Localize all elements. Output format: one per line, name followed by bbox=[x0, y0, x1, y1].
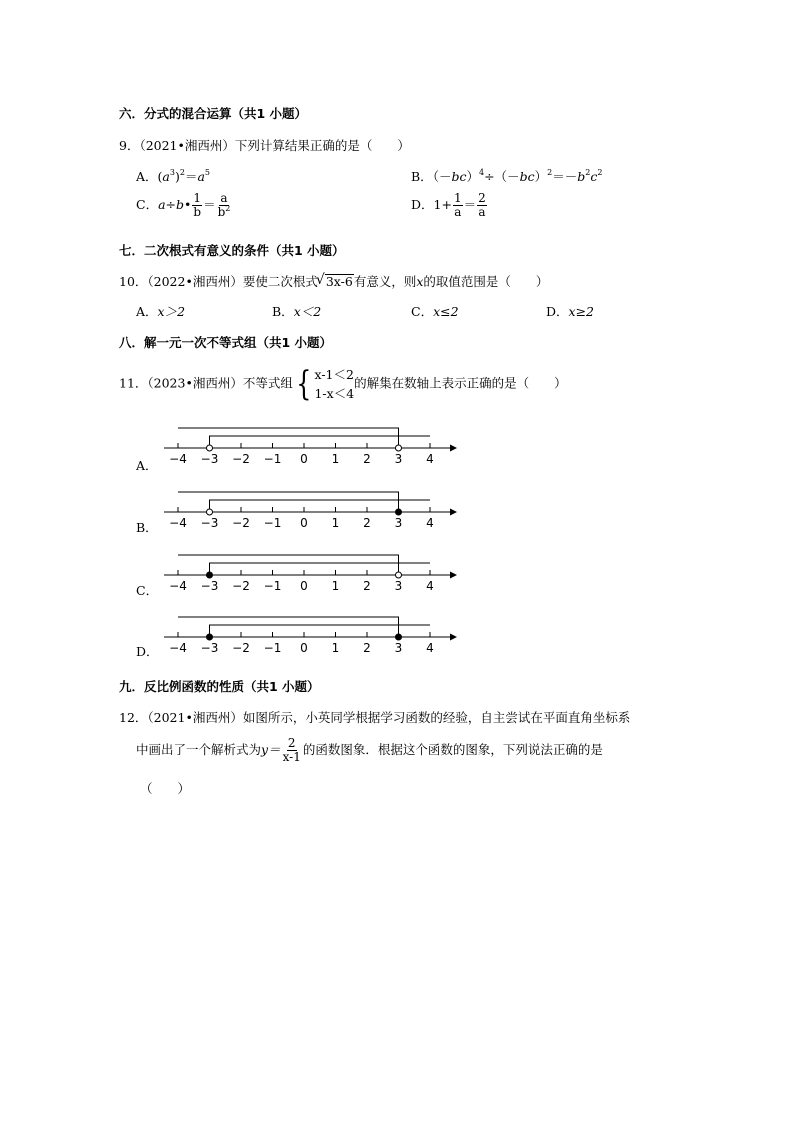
tick-label: 3 bbox=[394, 579, 403, 593]
inequality-row: x-1＜2 bbox=[314, 367, 354, 382]
question-stem bbox=[119, 365, 567, 403]
tick-label: −1 bbox=[263, 641, 282, 655]
option-label: B． bbox=[411, 169, 433, 184]
tick-label: 0 bbox=[300, 641, 308, 655]
tick-label: 1 bbox=[331, 641, 340, 655]
tick-label: 2 bbox=[363, 579, 371, 593]
inequality-row: 1-x＜4 bbox=[314, 386, 355, 401]
closed-endpoint bbox=[396, 509, 402, 515]
tick-label: 1 bbox=[331, 579, 340, 593]
option-value: x＜2 bbox=[293, 304, 322, 319]
stem-text: 11．（2023•湘西州）不等式组 bbox=[119, 375, 293, 391]
tick-label: −3 bbox=[200, 516, 219, 530]
tick-label: −4 bbox=[169, 641, 187, 655]
option-label: A． bbox=[136, 169, 158, 184]
fraction-denominator: x-1 bbox=[282, 750, 301, 764]
closed-endpoint bbox=[207, 634, 213, 640]
tick-label: −3 bbox=[200, 641, 219, 655]
option-label: C． bbox=[136, 197, 159, 212]
tick-label: 3 bbox=[394, 516, 403, 530]
option-label: B． bbox=[272, 304, 294, 319]
tick-label: −2 bbox=[232, 516, 250, 530]
number-lines bbox=[150, 418, 470, 668]
axis-arrow bbox=[450, 445, 457, 452]
section-heading: 八．解一元一次不等式组（共1 小题） bbox=[119, 335, 333, 350]
option-c: C．a÷b• $\frac{1}{b}$ ＝ $\frac{a}{b^2}$ bbox=[136, 191, 231, 219]
question-stem bbox=[119, 272, 548, 290]
option-value: x≥2 bbox=[568, 304, 595, 319]
tick-label: 4 bbox=[426, 452, 434, 466]
tick-label: 0 bbox=[300, 452, 308, 466]
tick-label: −2 bbox=[232, 579, 250, 593]
option-label: D． bbox=[411, 197, 434, 212]
section-heading: 六．分式的混合运算（共1 小题） bbox=[119, 106, 308, 121]
question-stem-line: 12．（2021•湘西州）如图所示，小英同学根据学习函数的经验，自主尝试在平面直角坐标系 bbox=[119, 710, 631, 725]
tick-label: 2 bbox=[363, 452, 371, 466]
sqrt-expression: √ 3x-6 bbox=[325, 274, 354, 289]
option-b bbox=[272, 302, 321, 320]
tick-label: 0 bbox=[300, 579, 308, 593]
tick-label: −4 bbox=[169, 452, 187, 466]
tick-label: −1 bbox=[263, 452, 282, 466]
tick-label: −4 bbox=[169, 579, 187, 593]
tick-label: 1 bbox=[331, 452, 340, 466]
option-c bbox=[411, 302, 459, 320]
tick-label: 2 bbox=[363, 516, 371, 530]
question-stem-line bbox=[136, 737, 603, 764]
tick-label: 4 bbox=[426, 641, 434, 655]
closed-endpoint bbox=[207, 572, 213, 578]
tick-label: 2 bbox=[363, 641, 371, 655]
option-d: D．1+ $\frac{1}{a}$ ＝ $\frac{2}{a}$ bbox=[411, 191, 486, 219]
open-endpoint bbox=[207, 445, 213, 451]
stem-text: 10．（2022•湘西州）要使二次根式 bbox=[119, 274, 318, 289]
variable: x bbox=[416, 274, 424, 289]
option-label: C． bbox=[411, 304, 434, 319]
option-b: B．$(-bc)^4\div(-bc)^2=-b^2c^2$ bbox=[411, 168, 603, 184]
option-label: A． bbox=[136, 304, 158, 319]
tick-label: 4 bbox=[426, 579, 434, 593]
option-value: x≤2 bbox=[433, 304, 459, 319]
option-a-label: A． bbox=[136, 458, 158, 473]
tick-label: 3 bbox=[394, 641, 403, 655]
inequality-system bbox=[293, 365, 354, 403]
fraction-numerator: 2 bbox=[287, 736, 296, 750]
stem-text: 有意义，则 bbox=[353, 274, 417, 289]
axis-arrow bbox=[450, 509, 457, 516]
open-endpoint bbox=[207, 509, 213, 515]
option-c-label: C． bbox=[136, 583, 159, 598]
open-endpoint bbox=[396, 445, 402, 451]
section-heading: 七．二次根式有意义的条件（共1 小题） bbox=[119, 243, 345, 258]
tick-label: 4 bbox=[426, 516, 434, 530]
stem-text: 的取值范围是（ ） bbox=[423, 274, 549, 289]
tick-label: 1 bbox=[331, 516, 340, 530]
option-a: A．$(a^3)^2=a^5$ bbox=[136, 168, 211, 184]
stem-text: 的函数图象．根据这个函数的图象，下列说法正确的是 bbox=[302, 742, 603, 757]
axis-arrow bbox=[450, 634, 457, 641]
answer-parentheses: （ ） bbox=[140, 781, 191, 796]
question-stem: 9．（2021•湘西州）下列计算结果正确的是（ ） bbox=[119, 138, 410, 153]
tick-label: −2 bbox=[232, 641, 250, 655]
tick-label: −3 bbox=[200, 579, 219, 593]
tick-label: −4 bbox=[169, 516, 187, 530]
closed-endpoint bbox=[396, 634, 402, 640]
option-a bbox=[136, 302, 185, 320]
option-value: x＞2 bbox=[157, 304, 186, 319]
left-brace: { bbox=[296, 364, 312, 404]
tick-label: 0 bbox=[300, 516, 308, 530]
stem-text: 的解集在数轴上表示正确的是（ ） bbox=[354, 375, 567, 391]
tick-label: −1 bbox=[263, 579, 282, 593]
tick-label: −3 bbox=[200, 452, 219, 466]
open-endpoint bbox=[396, 572, 402, 578]
section-heading: 九．反比例函数的性质（共1 小题） bbox=[119, 679, 320, 694]
option-d bbox=[546, 302, 594, 320]
tick-label: −1 bbox=[263, 516, 282, 530]
stem-text: 中画出了一个解析式为 bbox=[136, 742, 262, 757]
function-label: y＝ bbox=[261, 742, 281, 757]
tick-label: −2 bbox=[232, 452, 250, 466]
tick-label: 3 bbox=[394, 452, 403, 466]
option-label: D． bbox=[546, 304, 569, 319]
axis-arrow bbox=[450, 572, 457, 579]
option-d-label: D． bbox=[136, 644, 159, 659]
option-b-label: B． bbox=[136, 520, 158, 535]
